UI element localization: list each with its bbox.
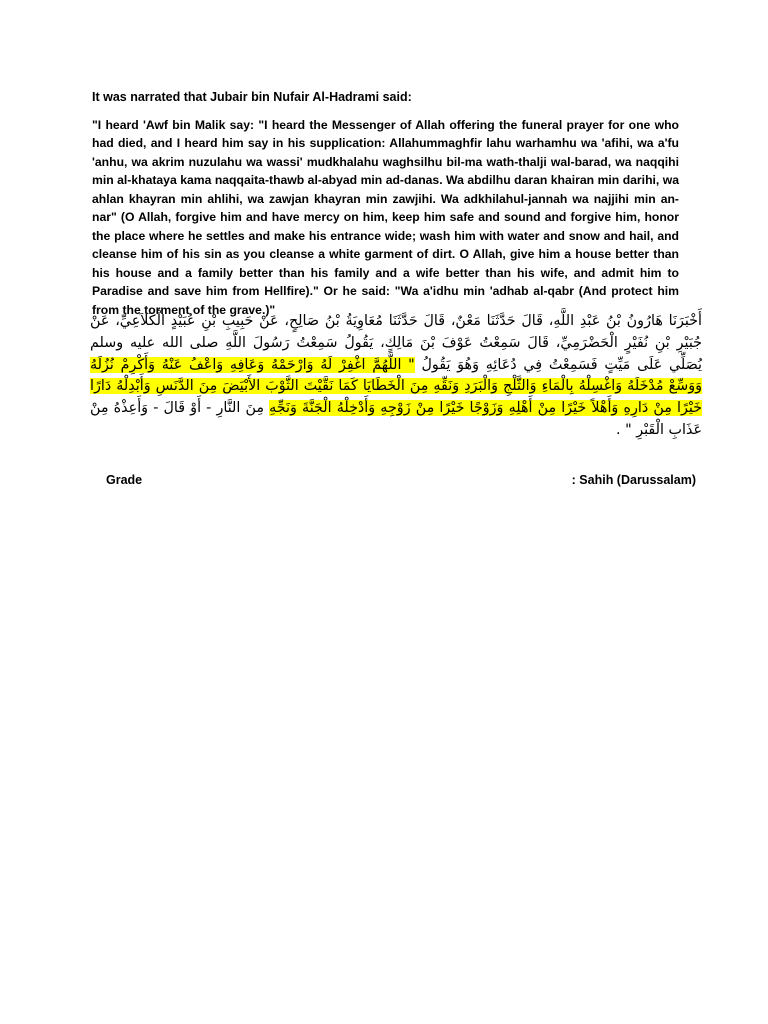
english-translation: "I heard 'Awf bin Malik say: "I heard the Messenger of Allah offering the funeral prayer for one who had died, and I heard him say in his supplication: Allahummaghfir lahu warhamhu wa 'afihi, wa a'fu 'anhu, wa akrim nuzulahu wa wassi' mudkhalahu waghsilhu bil-ma wath-thalji wal-barad, wa naqqihi min al-khataya kama naqqaita-thawb al-abyad min ad-danas. Wa abdilhu daran khairan min darihi, wa ahlan khayran min ahlihi, wa zawjan khayran min zawjihi. Wa adkhilahul-jannah wa najjihi min an-nar" (O Allah, forgive him and have mercy on him, keep him safe and sound and forgive him, honor the place where he settles and make his entrance wide; wash him with water and snow and hail, and cleanse him of his sin as you cleanse a white garment of dirt. O Allah, give him a house better than his house and a family better than his family and a wife better than his wife, and admit him to Paradise and save him from Hellfire)." Or he said: "Wa a'idhu min 'adhab al-qabr (And protect him from the torment of the grave.)" (92, 118, 679, 317)
narration-intro: It was narrated that Jubair bin Nufair Al-Hadrami said: (92, 90, 412, 104)
grade-label: Grade (106, 473, 143, 487)
arabic-highlighted-supplication: " اللَّهُمَّ اغْفِرْ لَهُ وَارْحَمْهُ وَعَافِهِ وَاعْفُ عَنْهُ وَأَكْرِمْ نُزُلَهُ وَوَسِّعْ مُدْخَلَهُ وَاغْسِلْهُ بِالْمَاءِ وَالثَّلْجِ وَالْبَرَدِ وَنَقِّهِ مِنَ الْخَطَايَا كَمَا نَقَّيْتَ الثَّوْبَ الأَبْيَضَ مِنَ الدَّنَسِ وَأَبْدِلْهُ دَارًا خَيْرًا مِنْ دَارِهِ وَأَهْلاً خَيْرًا مِنْ أَهْلِهِ وَزَوْجًا خَيْرًا مِنْ زَوْجِهِ وَأَدْخِلْهُ الْجَنَّةَ وَنَجِّهِ (90, 356, 702, 417)
arabic-ending: مِنَ النَّارِ - أَوْ قَالَ - وَأَعِذْهُ مِنْ عَذَابِ الْقَبْرِ " . (90, 400, 702, 438)
arabic-isnad: أَخْبَرَنَا هَارُونُ بْنُ عَبْدِ اللَّهِ، قَالَ حَدَّثَنَا مَعْنٌ، قَالَ حَدَّثَنَا مُعَاوِيَةُ بْنُ صَالِحٍ، عَنْ حَبِيبِ بْنِ عُبَيْدٍ الْكَلاَعِيِّ، عَنْ جُبَيْرِ بْنِ نُفَيْرٍ الْحَضْرَمِيِّ، قَالَ سَمِعْتُ عَوْفَ بْنَ مَالِكٍ، يَقُولُ سَمِعْتُ رَسُولَ اللَّهِ صلى الله عليه وسلم يُصَلِّي عَلَى مَيِّتٍ فَسَمِعْتُ فِي دُعَائِهِ وَهُوَ يَقُولُ (90, 313, 703, 373)
arabic-text (90, 311, 702, 442)
grade-value: : Sahih (Darussalam) (571, 473, 696, 487)
